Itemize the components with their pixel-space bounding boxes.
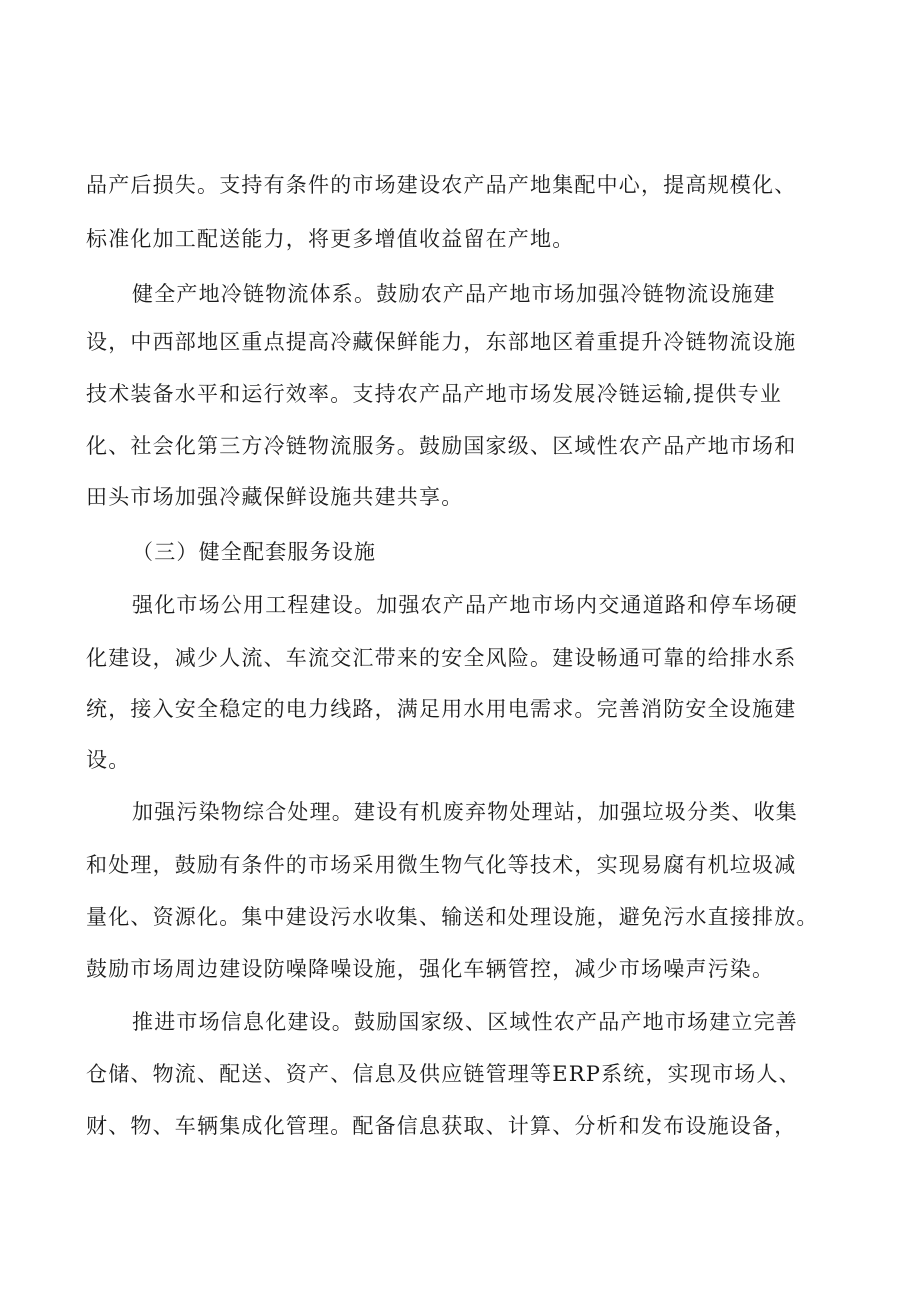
paragraph-line: 健全产地冷链物流体系。鼓励农产品产地市场加强冷链物流设施建 bbox=[132, 282, 776, 306]
paragraph-line: 强化市场公用工程建设。加强农产品产地市场内交通道路和停车场硬 bbox=[132, 593, 798, 617]
paragraph-line: 化、社会化第三方冷链物流服务。鼓励国家级、区域性农产品产地市场和 bbox=[86, 434, 797, 458]
paragraph-line: 仓储、物流、配送、资产、信息及供应链管理等ERP系统，实现市场人、 bbox=[86, 1062, 801, 1086]
paragraph-line: 设，中西部地区重点提高冷藏保鲜能力，东部地区着重提升冷链物流设施 bbox=[86, 330, 797, 354]
paragraph-line: 统，接入安全稳定的电力线路，满足用水用电需求。完善消防安全设施建 bbox=[86, 697, 797, 721]
paragraph-line: 田头市场加强冷藏保鲜设施共建共享。 bbox=[86, 485, 464, 509]
paragraph-line: 标准化加工配送能力，将更多增值收益留在产地。 bbox=[86, 227, 575, 251]
paragraph-line: 鼓励市场周边建设防噪降噪设施，强化车辆管控，减少市场噪声污染。 bbox=[86, 957, 775, 981]
paragraph-line: 设。 bbox=[86, 748, 131, 772]
paragraph-line: 和处理，鼓励有条件的市场采用微生物气化等技术，实现易腐有机垃圾减 bbox=[86, 853, 797, 877]
section-heading: （三）健全配套服务设施 bbox=[132, 540, 377, 564]
paragraph-line: 推进市场信息化建设。鼓励国家级、区域性农产品产地市场建立完善 bbox=[132, 1010, 798, 1034]
paragraph-line: 量化、资源化。集中建设污水收集、输送和处理设施，避免污水直接排放。 bbox=[86, 905, 819, 929]
paragraph-line: 加强污染物综合处理。建设有机废弃物处理站，加强垃圾分类、收集 bbox=[132, 800, 798, 824]
paragraph-line: 财、物、车辆集成化管理。配备信息获取、计算、分析和发布设施设备， bbox=[86, 1114, 797, 1138]
paragraph-line: 品产后损失。支持有条件的市场建设农产品产地集配中心，提高规模化、 bbox=[86, 173, 797, 197]
paragraph-line: 技术装备水平和运行效率。支持农产品产地市场发展冷链运输,提供专业 bbox=[86, 382, 783, 406]
paragraph-line: 化建设，减少人流、车流交汇带来的安全风险。建设畅通可靠的给排水系 bbox=[86, 646, 797, 670]
